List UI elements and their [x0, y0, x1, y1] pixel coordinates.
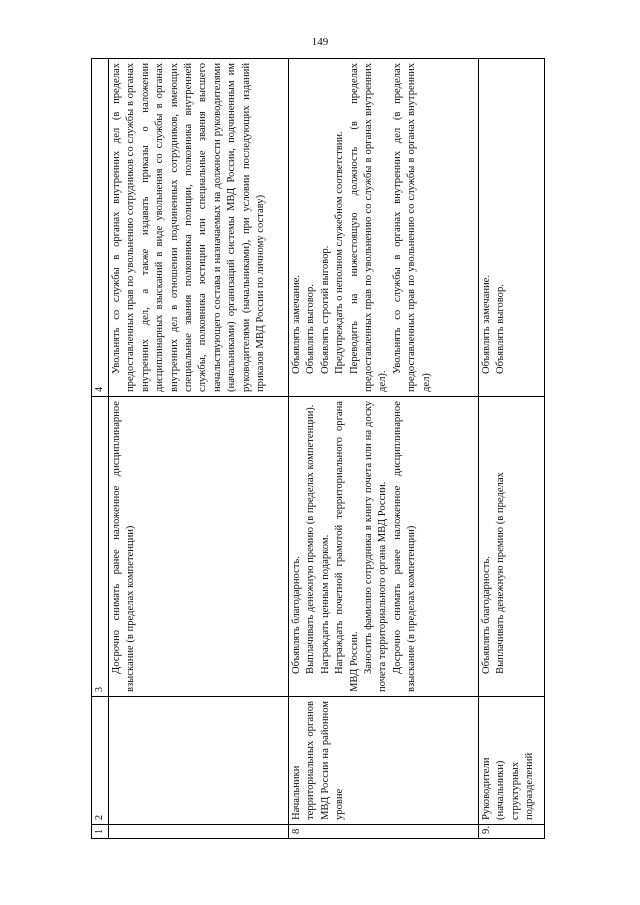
row-penalties	[109, 59, 289, 397]
penalty-item: Объявлять замечание.	[481, 274, 492, 374]
reward-item: Награждать ценным подарком.	[319, 534, 331, 674]
penalty-item: Переводить на нижестоящую должность (в пределах предоставленных прав по увольнению со службы в органах внутренних дел).	[348, 63, 389, 392]
rotated-table-container	[91, 59, 545, 839]
reward-item: Объявлять благодарность.	[291, 556, 302, 674]
row-penalties	[289, 59, 479, 397]
reward-item: Объявлять благодарность.	[481, 556, 492, 674]
penalty-item: Объявлять строгий выговор.	[319, 245, 331, 374]
row-number: 9.	[479, 825, 545, 839]
penalty-item: Объявлять выговор.	[495, 284, 507, 374]
penalty-item: Объявлять замечание.	[291, 274, 302, 374]
penalty-item: Увольнять со службы в органах внутренних дел (в пределах предоставленных прав по увольнению сотрудников со службы в органах внутренних дел, а также издавать приказы о наложении дисциплинарных взысканий в виде увольнения со службы в органах внутренних дел в отношении подчиненных сотрудников, имеющих специальные звания полковника полиции, полковника внутренней службы, полковника юстиции или специальные звания высшего начальствующего состава и назначаемых на должности руководителями (начальниками) организаций системы МВД России, подчиненным им руководителями (начальниками), при условии последующих изданий приказов МВД России по личному составу)	[111, 63, 267, 392]
row-subject: Руководители (начальники) структурных подразделений	[479, 697, 545, 825]
powers-table	[91, 58, 545, 839]
table-row	[479, 59, 545, 839]
header-col-1: 1	[92, 825, 109, 839]
header-col-2: 2	[92, 697, 109, 825]
row-subject	[109, 697, 289, 825]
reward-item: Выплачивать денежную премию (в пределах	[495, 472, 507, 674]
row-rewards	[289, 397, 479, 697]
row-number	[109, 825, 289, 839]
row-penalties	[479, 59, 545, 397]
reward-item: Награждать почетной грамотой территориального органа МВД России.	[334, 401, 360, 692]
table-header-row	[92, 59, 109, 839]
reward-item: Заносить фамилию сотрудника в книгу почета или на доску почета территориального органа МВД России.	[363, 401, 389, 692]
header-col-3: 3	[92, 397, 109, 697]
row-subject: Начальники территориальных органов МВД России на районном уровне	[289, 697, 479, 825]
penalty-item: Объявлять выговор.	[305, 284, 317, 374]
reward-item: Досрочно снимать ранее наложенное дисциплинарное взыскание (в пределах компетенции)	[111, 401, 137, 692]
reward-item: Выплачивать денежную премию (в пределах компетенции).	[305, 404, 317, 674]
reward-item: Досрочно снимать ранее наложенное дисциплинарное взыскание (в пределах компетенции)	[391, 401, 418, 692]
table-row	[109, 59, 289, 839]
page-number: 149	[311, 36, 329, 48]
penalty-item: Увольнять со службы в органах внутренних дел (в пределах предоставленных прав по увольнению со службы в органах внутренних дел)	[391, 63, 432, 392]
penalty-item: Предупреждать о неполном служебном соответствии.	[334, 131, 346, 374]
table-row	[289, 59, 479, 839]
header-col-4: 4	[92, 59, 109, 397]
row-rewards	[109, 397, 289, 697]
row-number: 8	[289, 825, 479, 839]
row-rewards	[479, 397, 545, 697]
